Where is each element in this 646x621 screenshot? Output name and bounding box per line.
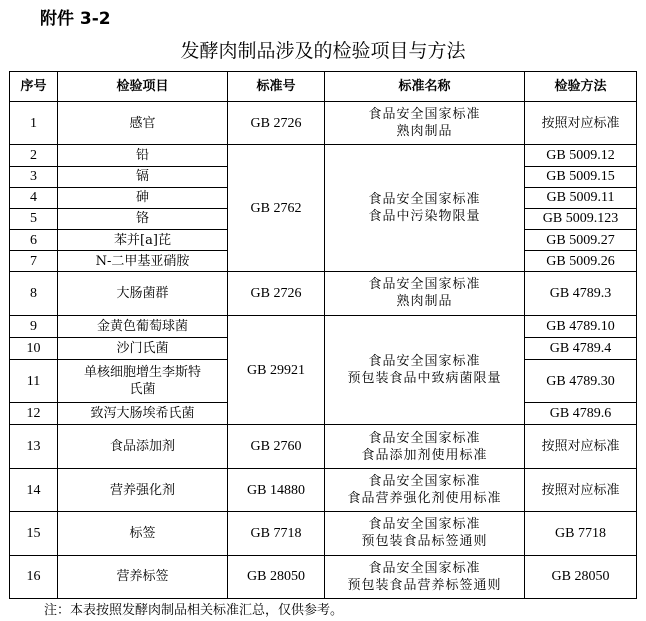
row-no: 9 <box>10 315 58 337</box>
row-no: 8 <box>10 272 58 315</box>
row-std-name: 食品安全国家标准 熟肉制品 <box>325 272 525 315</box>
inspection-table <box>9 71 637 599</box>
header-method: 检验方法 <box>525 72 637 102</box>
row-item: 食品添加剂 <box>58 425 228 468</box>
row-method: 按照对应标准 <box>525 468 637 511</box>
row-item: 单核细胞增生李斯特 氏菌 <box>58 359 228 402</box>
row-no: 4 <box>10 187 58 208</box>
row-item: N-二甲基亚硝胺 <box>58 251 228 272</box>
row-item: 致泻大肠埃希氏菌 <box>58 403 228 425</box>
table-row <box>10 425 637 468</box>
table-row <box>10 272 637 315</box>
row-method: GB 4789.4 <box>525 337 637 359</box>
row-method: GB 5009.27 <box>525 229 637 250</box>
row-item: 砷 <box>58 187 228 208</box>
table-row <box>10 468 637 511</box>
row-no: 16 <box>10 555 58 598</box>
row-method: GB 5009.12 <box>525 145 637 166</box>
row-std: GB 7718 <box>228 512 325 555</box>
row-method: GB 28050 <box>525 555 637 598</box>
row-item: 感官 <box>58 102 228 145</box>
row-std: GB 2726 <box>228 102 325 145</box>
row-no: 15 <box>10 512 58 555</box>
row-method: GB 5009.15 <box>525 166 637 187</box>
header-std: 标准号 <box>228 72 325 102</box>
row-method: 按照对应标准 <box>525 102 637 145</box>
table-row <box>10 145 637 166</box>
footnote: 注：本表按照发酵肉制品相关标准汇总，仅供参考。 <box>44 603 344 618</box>
table-row <box>10 315 637 337</box>
row-item: 沙门氏菌 <box>58 337 228 359</box>
row-no: 11 <box>10 359 58 402</box>
row-method: GB 5009.11 <box>525 187 637 208</box>
row-no: 12 <box>10 403 58 425</box>
row-item: 营养强化剂 <box>58 468 228 511</box>
row-std-name: 食品安全国家标准 预包装食品标签通则 <box>325 512 525 555</box>
row-item: 大肠菌群 <box>58 272 228 315</box>
row-no: 6 <box>10 229 58 250</box>
row-std-name: 食品安全国家标准 预包装食品营养标签通则 <box>325 555 525 598</box>
attachment-label: 附件 3-2 <box>40 9 111 29</box>
row-item: 铅 <box>58 145 228 166</box>
row-method: 按照对应标准 <box>525 425 637 468</box>
row-method: GB 4789.6 <box>525 403 637 425</box>
table-row <box>10 555 637 598</box>
row-no: 2 <box>10 145 58 166</box>
row-no: 13 <box>10 425 58 468</box>
table-row <box>10 102 637 145</box>
row-item: 镉 <box>58 166 228 187</box>
row-item: 金黄色葡萄球菌 <box>58 315 228 337</box>
row-no: 7 <box>10 251 58 272</box>
row-std-name: 食品安全国家标准 熟肉制品 <box>325 102 525 145</box>
row-item: 标签 <box>58 512 228 555</box>
row-std: GB 2726 <box>228 272 325 315</box>
document-title: 发酵肉制品涉及的检验项目与方法 <box>180 40 466 62</box>
row-std: GB 2760 <box>228 425 325 468</box>
row-no: 1 <box>10 102 58 145</box>
row-method: GB 5009.26 <box>525 251 637 272</box>
row-method: GB 4789.3 <box>525 272 637 315</box>
row-no: 14 <box>10 468 58 511</box>
row-std-name: 食品安全国家标准 食品中污染物限量 <box>325 145 525 272</box>
row-method: GB 4789.30 <box>525 359 637 402</box>
row-method: GB 4789.10 <box>525 315 637 337</box>
row-method: GB 7718 <box>525 512 637 555</box>
header-row <box>10 72 637 102</box>
row-no: 5 <box>10 208 58 229</box>
table-row <box>10 512 637 555</box>
row-std-name: 食品安全国家标准 食品营养强化剂使用标准 <box>325 468 525 511</box>
header-std-name: 标准名称 <box>325 72 525 102</box>
header-item: 检验项目 <box>58 72 228 102</box>
row-std-name: 食品安全国家标准 预包装食品中致病菌限量 <box>325 315 525 425</box>
row-method: GB 5009.123 <box>525 208 637 229</box>
row-std: GB 2762 <box>228 145 325 272</box>
row-std-name: 食品安全国家标准 食品添加剂使用标准 <box>325 425 525 468</box>
row-item: 营养标签 <box>58 555 228 598</box>
header-no: 序号 <box>10 72 58 102</box>
row-std: GB 29921 <box>228 315 325 425</box>
row-no: 10 <box>10 337 58 359</box>
row-no: 3 <box>10 166 58 187</box>
row-item: 铬 <box>58 208 228 229</box>
row-item: 苯并[a]芘 <box>58 229 228 250</box>
row-std: GB 28050 <box>228 555 325 598</box>
row-std: GB 14880 <box>228 468 325 511</box>
